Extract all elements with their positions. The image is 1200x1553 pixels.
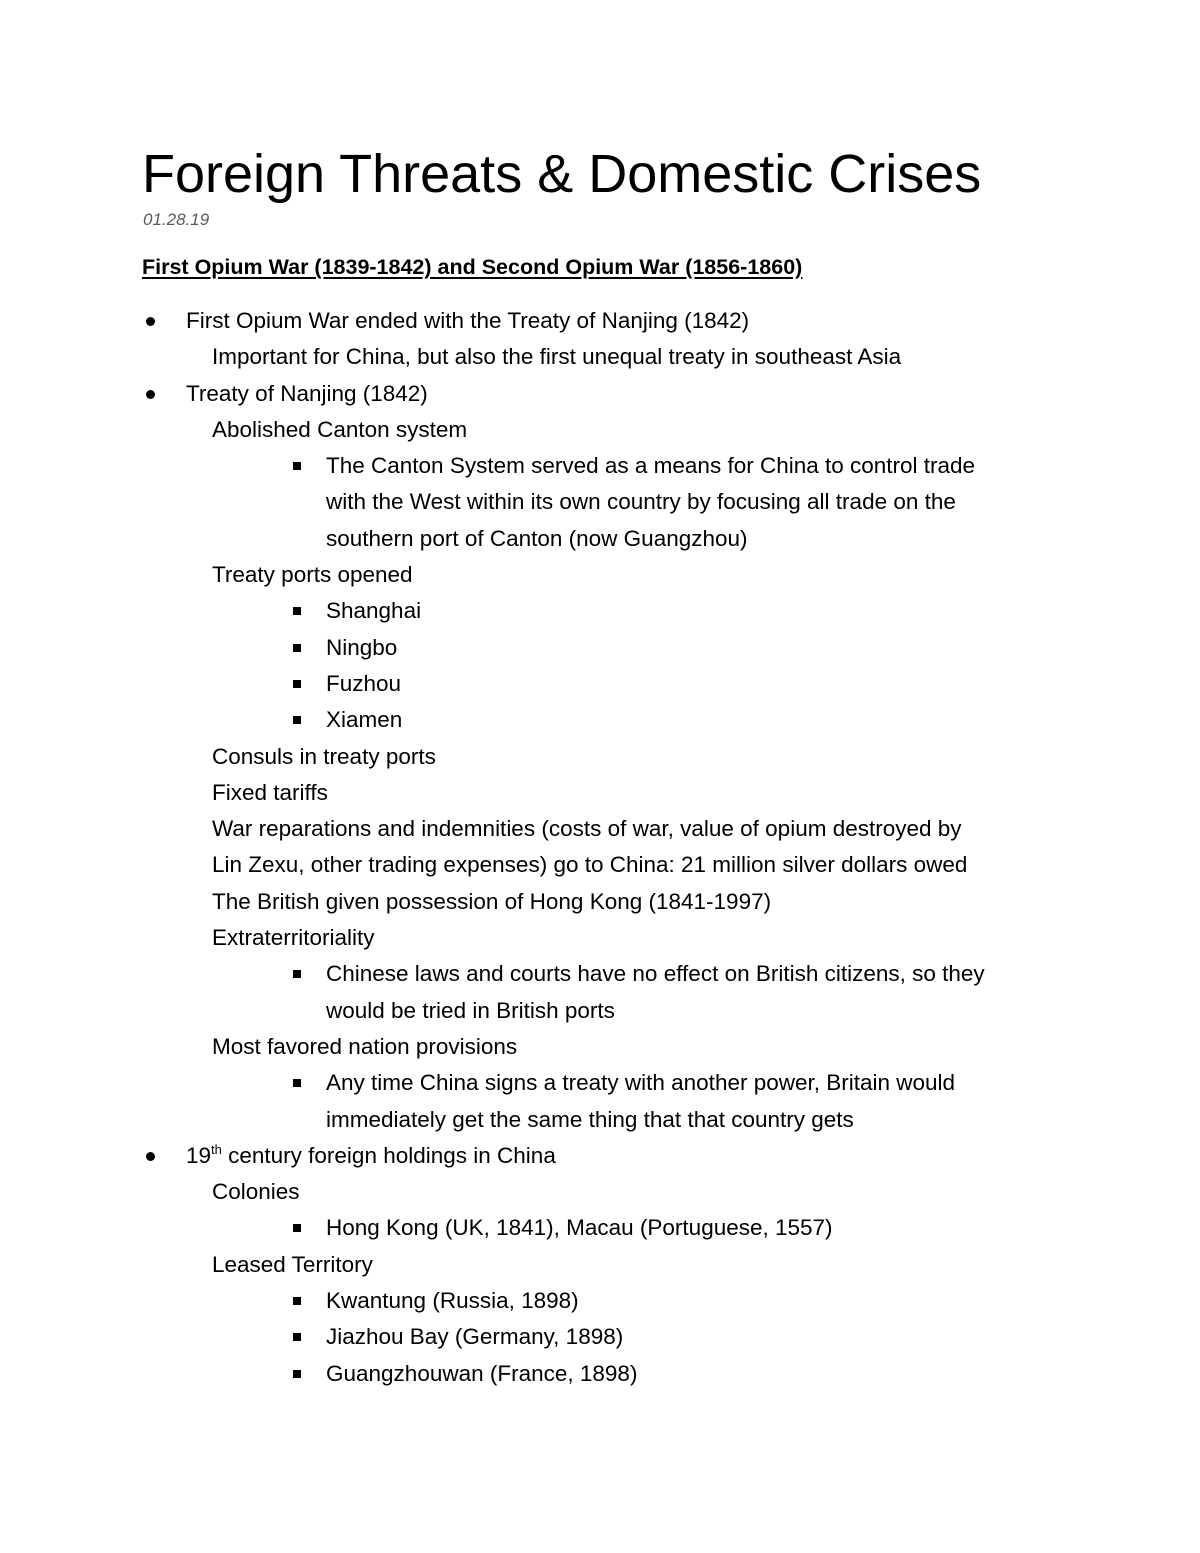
- list-item: Leased Territory: [212, 1251, 373, 1277]
- list-item: Guangzhouwan (France, 1898): [0, 1356, 1200, 1392]
- square-bullet-icon: [293, 716, 301, 724]
- document-date: 01.28.19: [143, 210, 210, 229]
- square-bullet-icon: [293, 1079, 301, 1087]
- list-item: 19th century foreign holdings in China: [0, 1138, 1200, 1174]
- notes-outline: [0, 303, 1200, 1392]
- square-bullet-icon: [293, 1370, 301, 1378]
- list-item: Colonies: [212, 1179, 300, 1205]
- list-item: Chinese laws and courts have no effect on British citizens, so they: [0, 956, 1200, 992]
- square-bullet-icon: [293, 607, 301, 615]
- list-item: Treaty ports opened: [212, 562, 413, 588]
- square-bullet-icon: [293, 1224, 301, 1232]
- square-bullet-icon: [293, 644, 301, 652]
- list-item-continuation: would be tried in British ports: [326, 997, 615, 1023]
- list-item: Fuzhou: [0, 666, 1200, 702]
- bullet-icon: [146, 390, 155, 399]
- list-item: Any time China signs a treaty with another power, Britain would: [0, 1065, 1200, 1101]
- list-item-continuation: Lin Zexu, other trading expenses) go to China: 21 million silver dollars owed: [212, 852, 968, 878]
- square-bullet-icon: [293, 1297, 301, 1305]
- document-title: Foreign Threats & Domestic Crises: [142, 144, 982, 204]
- square-bullet-icon: [293, 1333, 301, 1341]
- list-item: Hong Kong (UK, 1841), Macau (Portuguese, 1557): [0, 1210, 1200, 1246]
- square-bullet-icon: [293, 970, 301, 978]
- list-item-continuation: southern port of Canton (now Guangzhou): [326, 525, 748, 551]
- list-item: Jiazhou Bay (Germany, 1898): [0, 1319, 1200, 1355]
- list-item: The Canton System served as a means for China to control trade: [0, 448, 1200, 484]
- list-item: Shanghai: [0, 593, 1200, 629]
- list-item: Fixed tariffs: [212, 779, 328, 805]
- list-item: Ningbo: [0, 630, 1200, 666]
- list-item-continuation: immediately get the same thing that that country gets: [326, 1106, 854, 1132]
- list-item: Important for China, but also the first unequal treaty in southeast Asia: [212, 344, 902, 370]
- list-item: Treaty of Nanjing (1842): [0, 376, 1200, 412]
- list-item: Xiamen: [0, 702, 1200, 738]
- list-item: Extraterritoriality: [212, 925, 375, 951]
- list-item: Kwantung (Russia, 1898): [0, 1283, 1200, 1319]
- list-item: The British given possession of Hong Kong (1841-1997): [212, 888, 772, 914]
- list-item: Most favored nation provisions: [212, 1033, 518, 1059]
- square-bullet-icon: [293, 680, 301, 688]
- list-item: War reparations and indemnities (costs of war, value of opium destroyed by: [212, 816, 962, 842]
- square-bullet-icon: [293, 462, 301, 470]
- section-heading: First Opium War (1839-1842) and Second Opium War (1856-1860): [142, 255, 803, 279]
- list-item: First Opium War ended with the Treaty of Nanjing (1842): [0, 303, 1200, 339]
- list-item: Consuls in treaty ports: [212, 743, 436, 769]
- bullet-icon: [146, 1152, 155, 1161]
- list-item-continuation: with the West within its own country by focusing all trade on the: [326, 489, 956, 515]
- bullet-icon: [146, 317, 155, 326]
- list-item: Abolished Canton system: [212, 416, 468, 442]
